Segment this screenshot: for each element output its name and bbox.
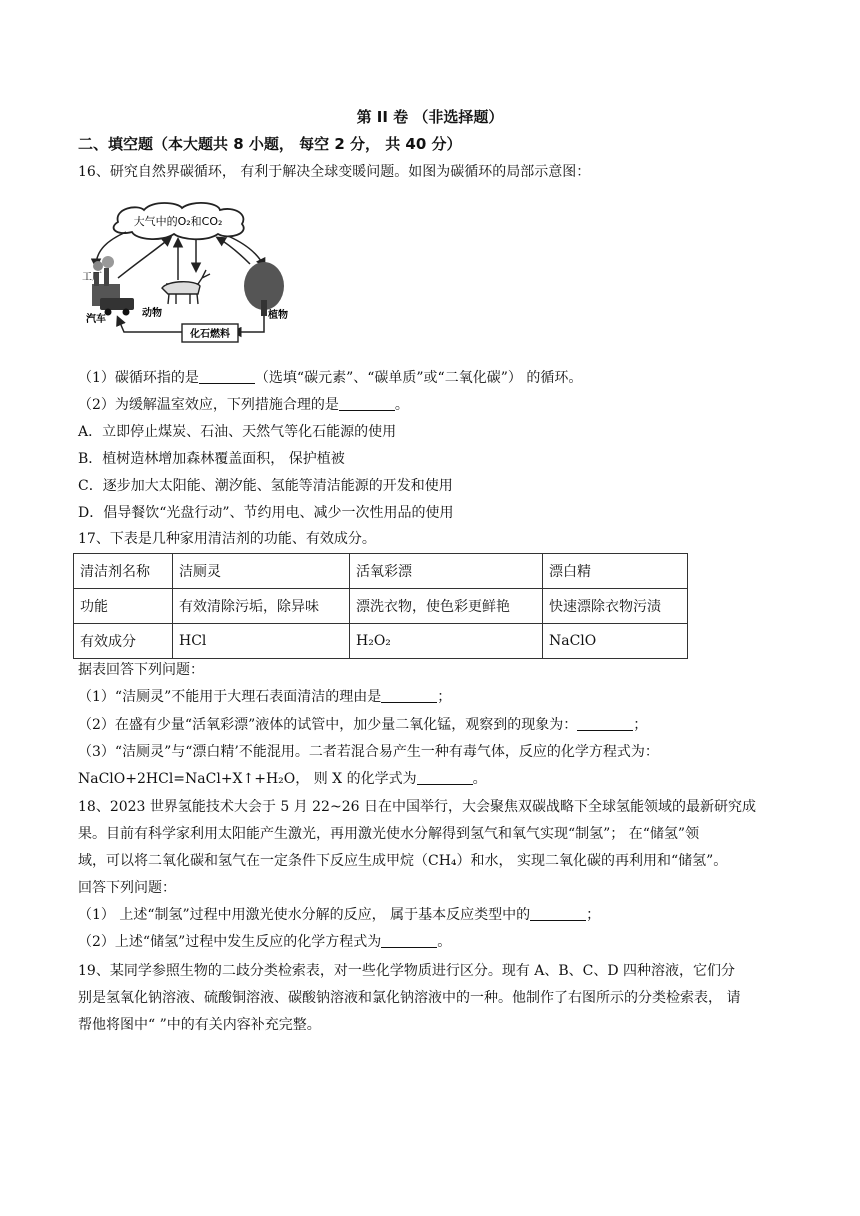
q17-sub1-text-b: ； xyxy=(437,689,452,705)
deer-icon xyxy=(162,270,210,304)
q18-line1: 18、2023 世界氢能技术大会于 5 月 22~26 日在中国举行，大会聚焦双碳战略下全球氢能领域的最新研究成 xyxy=(78,799,756,815)
table-cell: 洁厕灵 xyxy=(173,554,350,589)
atmosphere-label: 大气中的O₂和CO₂ xyxy=(133,215,223,228)
plant-label: 植物 xyxy=(268,310,288,321)
option-d: D．倡导餐饮“光盘行动”、节约用电、减少一次性用品的使用 xyxy=(78,505,454,521)
q19-line1: 19、某同学参照生物的二歧分类检索表，对一些化学物质进行区分。现有 A、B、C、D 四种溶液，它们分 xyxy=(78,963,736,979)
q18-sub2-text-a: （2）上述“储氢”过程中发生反应的化学方程式为 xyxy=(78,934,382,950)
q18-sub2-text-b: 。 xyxy=(437,934,452,950)
car-label: 汽车 xyxy=(86,314,106,325)
q17-sub1-text-a: （1）“洁厕灵”不能用于大理石表面清洁的理由是 xyxy=(78,689,382,705)
section-title: 第 II 卷 （非选择题） xyxy=(356,108,504,126)
option-b: B．植树造林增加森林覆盖面积， 保护植被 xyxy=(78,451,345,467)
q17-sub2 xyxy=(78,715,647,735)
q16-stem: 16、研究自然界碳循环， 有利于解决全球变暖问题。如图为碳循环的局部示意图： xyxy=(78,164,591,180)
table-cell: 活氧彩漂 xyxy=(350,554,543,589)
q18-sub1-text-b: ； xyxy=(586,907,601,923)
q17-equation-text-b: 。 xyxy=(472,771,487,787)
table-row xyxy=(74,554,688,589)
q16-sub2-text-a: （2）为缓解温室效应，下列措施合理的是 xyxy=(78,397,339,413)
table-cell: 漂洗衣物，使色彩更鲜艳 xyxy=(350,589,543,624)
q17-sub2-text-a: （2）在盛有少量“活氧彩漂”液体的试管中，加少量二氧化锰，观察到的现象为： xyxy=(78,717,578,733)
table-cell: 清洁剂名称 xyxy=(74,554,173,589)
answer-blank[interactable] xyxy=(417,770,473,785)
option-a: A．立即停止煤炭、石油、天然气等化石能源的使用 xyxy=(78,424,397,440)
q18-line4: 回答下列问题： xyxy=(78,880,176,896)
q17-equation xyxy=(78,769,487,789)
table-cell: 有效成分 xyxy=(74,624,173,659)
plant-icon xyxy=(244,262,284,316)
table-cell: 漂白精 xyxy=(543,554,688,589)
answer-blank[interactable] xyxy=(199,369,255,384)
table-cell: H₂O₂ xyxy=(350,624,543,659)
table-row xyxy=(74,624,688,659)
table-row xyxy=(74,589,688,624)
q18-line3: 域，可以将二氧化碳和氢气在一定条件下反应生成甲烷（CH₄）和水， 实现二氧化碳的再利用和“储氢”。 xyxy=(78,853,728,869)
q16-sub1-text-a: （1）碳循环指的是 xyxy=(78,370,199,386)
answer-blank[interactable] xyxy=(339,396,395,411)
q17-equation-text-a: NaClO+2HCl=NaCl+X↑+H₂O， 则 X 的化学式为 xyxy=(78,771,417,787)
q19-line3: 帮他将图中“ ”中的有关内容补充完整。 xyxy=(78,1017,321,1033)
table-cell: HCl xyxy=(173,624,350,659)
table-cell: 有效清除污垢，除异味 xyxy=(173,589,350,624)
answer-blank[interactable] xyxy=(381,688,437,703)
q17-sub3: （3）“洁厕灵”与“漂白精’不能混用。二者若混合易产生一种有毒气体，反应的化学方程式为： xyxy=(78,744,659,760)
q18-sub1-text-a: （1） 上述“制氢”过程中用激光使水分解的反应， 属于基本反应类型中的 xyxy=(78,907,531,923)
part-heading: 二、填空题（本大题共 8 小题， 每空 2 分， 共 40 分） xyxy=(78,135,462,153)
car-icon xyxy=(100,298,134,316)
q18-line2: 果。目前有科学家利用太阳能产生激光，再用激光使水分解得到氢气和氧气实现“制氢”； 在“储氢”领 xyxy=(78,826,700,842)
answer-blank[interactable] xyxy=(577,716,633,731)
table-cell: NaClO xyxy=(543,624,688,659)
q17-sub1 xyxy=(78,687,451,707)
q18-sub2 xyxy=(78,932,451,952)
factory-label: 工厂 xyxy=(82,272,102,283)
answer-blank[interactable] xyxy=(381,933,437,948)
cleaner-table xyxy=(73,553,688,659)
carbon-cycle-figure xyxy=(78,200,300,350)
q19-line2: 别是氢氧化钠溶液、硫酸铜溶液、碳酸钠溶液和氯化钠溶液中的一种。他制作了右图所示的分类检索表， 请 xyxy=(78,990,741,1006)
animal-label: 动物 xyxy=(142,308,162,319)
q17-sub2-text-b: ； xyxy=(633,717,648,733)
q16-sub2 xyxy=(78,395,409,415)
q17-stem: 17、下表是几种家用清洁剂的功能、有效成分。 xyxy=(78,531,376,547)
q17-lead: 据表回答下列问题： xyxy=(78,662,204,678)
q16-sub1-text-b: （选填“碳元素”、“碳单质”或“二氧化碳”） 的循环。 xyxy=(254,370,583,386)
q16-sub2-text-b: 。 xyxy=(394,397,409,413)
answer-blank[interactable] xyxy=(530,906,586,921)
table-cell: 功能 xyxy=(74,589,173,624)
table-cell: 快速漂除衣物污渍 xyxy=(543,589,688,624)
q18-sub1 xyxy=(78,905,600,925)
fuel-label: 化石燃料 xyxy=(190,329,230,340)
q16-sub1 xyxy=(78,368,582,388)
option-c: C．逐步加大太阳能、潮汐能、氢能等清洁能源的开发和使用 xyxy=(78,478,453,494)
